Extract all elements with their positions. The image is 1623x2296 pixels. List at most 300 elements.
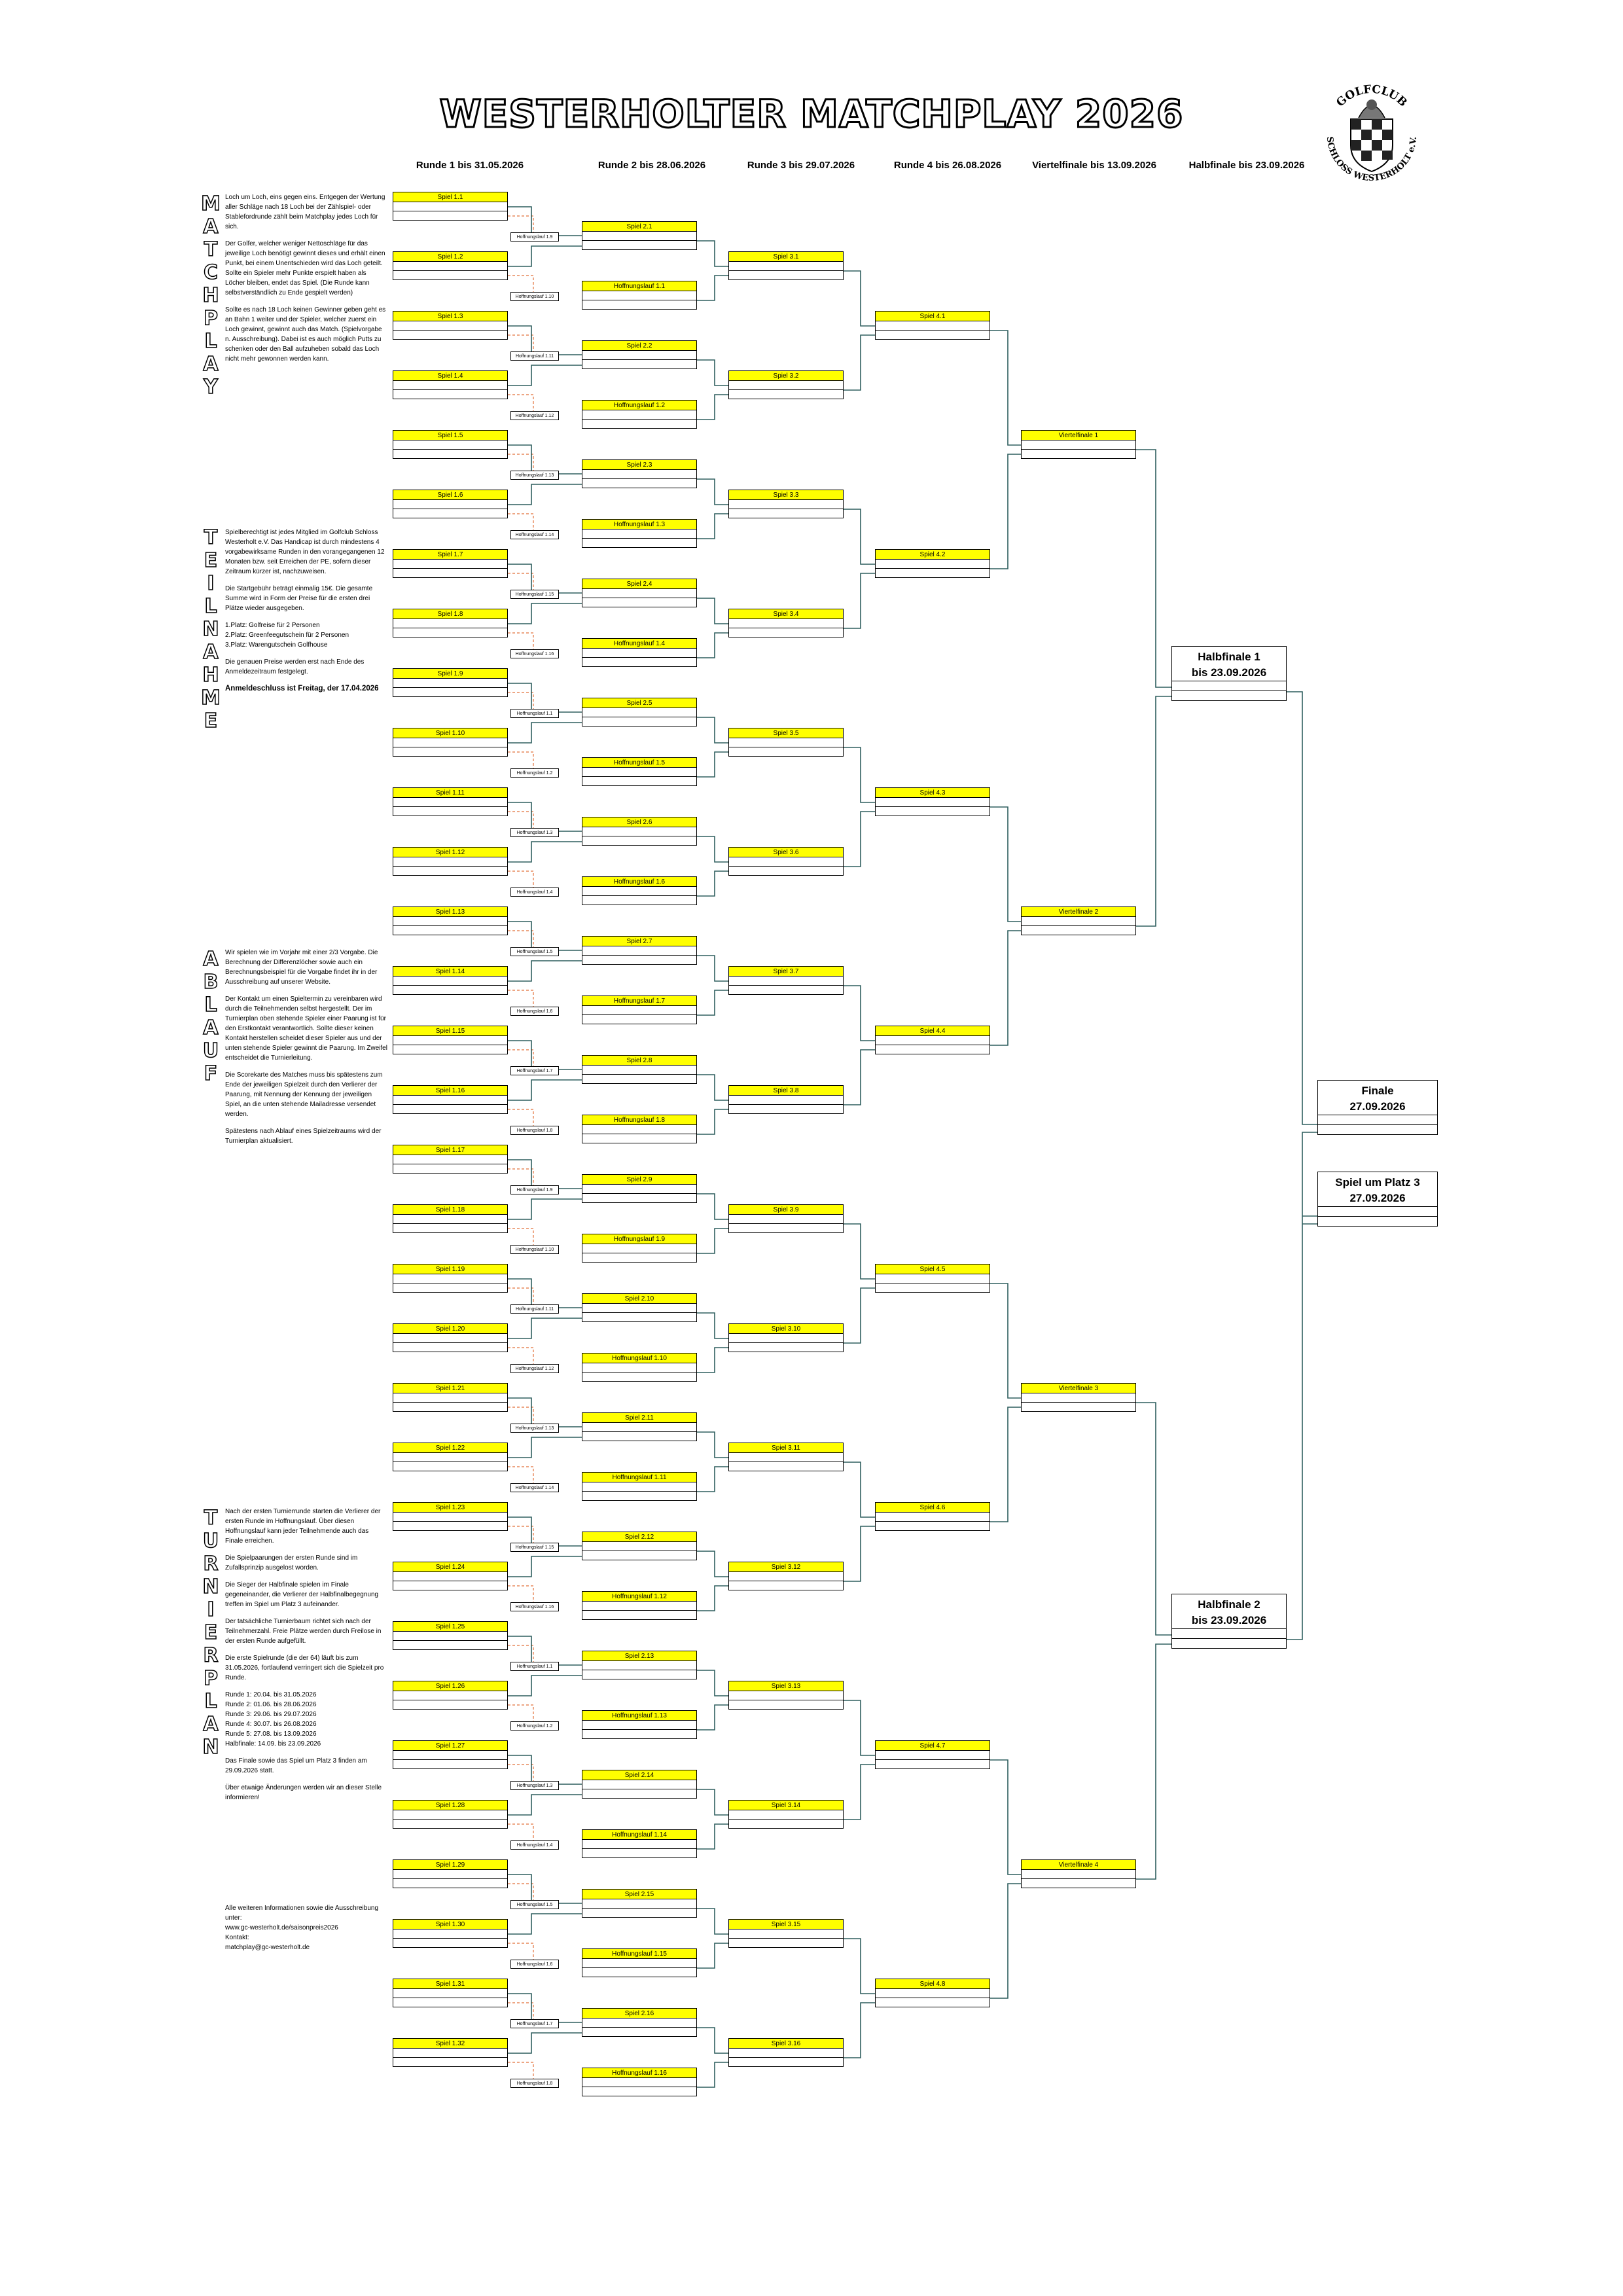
match-r1-2-player-1[interactable]	[393, 262, 508, 271]
match-r3-14-player-1[interactable]	[728, 1810, 844, 1820]
match-r1-11-player-2[interactable]	[393, 807, 508, 816]
match-r4-4[interactable]	[875, 1026, 990, 1054]
match-r2-27-player-2[interactable]	[582, 1789, 697, 1799]
match-r3-7-player-1[interactable]	[728, 977, 844, 986]
match-r1-14-player-1[interactable]	[393, 977, 508, 986]
match-r1-19-label: Spiel 1.19	[393, 1264, 508, 1274]
match-hoffnung-6-player-2[interactable]	[582, 539, 697, 548]
teilnahme-text-para-5: Anmeldeschluss ist Freitag, der 17.04.2026	[225, 685, 379, 692]
match-r1-30[interactable]	[393, 1919, 508, 1948]
match-r3-6-player-1[interactable]	[728, 857, 844, 867]
match-r3-11-player-2[interactable]	[728, 1462, 844, 1471]
match-r3-16[interactable]	[728, 2038, 844, 2067]
match-r3-5-player-1[interactable]	[728, 738, 844, 747]
match-hoffnung-24-player-1[interactable]	[582, 1602, 697, 1611]
match-r1-32-player-2[interactable]	[393, 2058, 508, 2067]
match-r3-2-player-2[interactable]	[728, 390, 844, 399]
match-r1-2-player-2[interactable]	[393, 271, 508, 280]
match-hoffnung-12-player-2[interactable]	[582, 896, 697, 905]
match-r1-31[interactable]	[393, 1979, 508, 2007]
match-r4-7[interactable]	[875, 1740, 990, 1769]
match-hoffnung-26-player-1[interactable]	[582, 1721, 697, 1730]
match-r2-3[interactable]	[582, 340, 697, 369]
match-r2-5[interactable]	[582, 459, 697, 488]
match-r1-10-player-2[interactable]	[393, 747, 508, 757]
match-hoffnung-30[interactable]	[582, 1948, 697, 1977]
match-r1-28-player-2[interactable]	[393, 1820, 508, 1829]
match-r4-4-player-2[interactable]	[875, 1045, 990, 1054]
semifinal-2-player-2[interactable]	[1172, 1638, 1286, 1648]
match-hoffnung-26-player-2[interactable]	[582, 1730, 697, 1739]
match-r1-20[interactable]	[393, 1323, 508, 1352]
match-r2-29-player-1[interactable]	[582, 1899, 697, 1909]
match-r3-6-player-2[interactable]	[728, 867, 844, 876]
match-r4-1-player-2[interactable]	[875, 331, 990, 340]
match-r2-29-player-2[interactable]	[582, 1909, 697, 1918]
match-r3-9-player-1[interactable]	[728, 1215, 844, 1224]
match-r2-11-player-1[interactable]	[582, 827, 697, 836]
match-r2-17-player-2[interactable]	[582, 1194, 697, 1203]
match-r3-1-player-2[interactable]	[728, 271, 844, 280]
match-r1-16-player-1[interactable]	[393, 1096, 508, 1105]
match-r3-3-player-2[interactable]	[728, 509, 844, 518]
match-r1-10[interactable]	[393, 728, 508, 757]
match-r2-7[interactable]	[582, 579, 697, 607]
match-r1-15-player-1[interactable]	[393, 1036, 508, 1045]
match-r1-30-player-2[interactable]	[393, 1939, 508, 1948]
match-r1-12-player-1[interactable]	[393, 857, 508, 867]
match-r2-3-player-2[interactable]	[582, 360, 697, 369]
match-r4-5-player-2[interactable]	[875, 1283, 990, 1293]
match-r1-7[interactable]	[393, 549, 508, 578]
match-r3-16-player-2[interactable]	[728, 2058, 844, 2067]
match-r1-5-player-1[interactable]	[393, 440, 508, 450]
match-r4-3-player-1[interactable]	[875, 798, 990, 807]
match-hoffnung-18-player-2[interactable]	[582, 1253, 697, 1263]
match-hoffnung-10[interactable]	[582, 757, 697, 786]
match-r1-25-player-2[interactable]	[393, 1641, 508, 1650]
match-r1-10-player-1[interactable]	[393, 738, 508, 747]
match-r2-3-label: Spiel 2.2	[582, 340, 697, 351]
match-r2-27-player-1[interactable]	[582, 1780, 697, 1789]
r2-connector-b-2	[697, 395, 728, 420]
match-r2-19-player-2[interactable]	[582, 1313, 697, 1322]
match-hoffnung-12[interactable]	[582, 876, 697, 905]
match-hoffnung-20-player-1[interactable]	[582, 1363, 697, 1372]
match-r1-8[interactable]	[393, 609, 508, 637]
match-r2-5-player-2[interactable]	[582, 479, 697, 488]
semifinal-2-player-1[interactable]	[1172, 1628, 1286, 1638]
match-r3-10[interactable]	[728, 1323, 844, 1352]
match-hoffnung-8-player-2[interactable]	[582, 658, 697, 667]
match-hoffnung-30-player-1[interactable]	[582, 1959, 697, 1968]
match-r2-1[interactable]	[582, 221, 697, 250]
match-hoffnung-22-player-1[interactable]	[582, 1482, 697, 1492]
match-r3-3-player-1[interactable]	[728, 500, 844, 509]
match-r1-25[interactable]	[393, 1621, 508, 1650]
match-r1-24-player-1[interactable]	[393, 1572, 508, 1581]
third-place-date: 27.09.2026	[1349, 1192, 1406, 1204]
third-place-match[interactable]	[1317, 1172, 1438, 1227]
match-r4-5[interactable]	[875, 1264, 990, 1293]
r2-connector-a-2	[697, 360, 728, 386]
match-r1-26-player-1[interactable]	[393, 1691, 508, 1700]
match-r1-21[interactable]	[393, 1383, 508, 1412]
match-r1-19-player-2[interactable]	[393, 1283, 508, 1293]
match-r1-4-player-2[interactable]	[393, 390, 508, 399]
match-r2-31-player-1[interactable]	[582, 2018, 697, 2028]
match-hoffnung-10-player-1[interactable]	[582, 768, 697, 777]
match-r1-14[interactable]	[393, 966, 508, 995]
match-r1-11-player-1[interactable]	[393, 798, 508, 807]
loser-label-7: Hoffnungslauf 1.15	[510, 590, 559, 599]
match-r1-1[interactable]	[393, 192, 508, 221]
match-r1-23[interactable]	[393, 1502, 508, 1531]
match-r1-18-player-1[interactable]	[393, 1215, 508, 1224]
match-r4-1-player-1[interactable]	[875, 321, 990, 331]
match-r2-9-player-1[interactable]	[582, 708, 697, 717]
match-hoffnung-22[interactable]	[582, 1472, 697, 1501]
match-r2-17-player-1[interactable]	[582, 1185, 697, 1194]
match-r1-26-player-2[interactable]	[393, 1700, 508, 1710]
match-r2-15[interactable]	[582, 1055, 697, 1084]
match-r3-15-player-2[interactable]	[728, 1939, 844, 1948]
match-r2-21[interactable]	[582, 1412, 697, 1441]
match-r3-5[interactable]	[728, 728, 844, 757]
match-hoffnung-28-player-2[interactable]	[582, 1849, 697, 1858]
match-r1-8-player-2[interactable]	[393, 628, 508, 637]
final[interactable]	[1317, 1080, 1438, 1135]
match-r2-25-player-2[interactable]	[582, 1670, 697, 1679]
match-r1-23-player-2[interactable]	[393, 1522, 508, 1531]
match-r3-16-player-1[interactable]	[728, 2049, 844, 2058]
match-r3-14[interactable]	[728, 1800, 844, 1829]
match-r1-15-player-2[interactable]	[393, 1045, 508, 1054]
match-r3-13[interactable]	[728, 1681, 844, 1710]
match-r1-9-player-2[interactable]	[393, 688, 508, 697]
match-r1-5[interactable]	[393, 430, 508, 459]
match-r4-7-player-1[interactable]	[875, 1751, 990, 1760]
match-hoffnung-16-player-2[interactable]	[582, 1134, 697, 1143]
match-r1-18-player-2[interactable]	[393, 1224, 508, 1233]
match-hoffnung-16[interactable]	[582, 1115, 697, 1143]
match-r4-2-player-1[interactable]	[875, 560, 990, 569]
match-hoffnung-14[interactable]	[582, 996, 697, 1024]
match-r1-22-player-1[interactable]	[393, 1453, 508, 1462]
match-hoffnung-6[interactable]	[582, 519, 697, 548]
match-r1-29-player-1[interactable]	[393, 1870, 508, 1879]
semifinal-2[interactable]	[1171, 1594, 1287, 1649]
match-r1-19-player-1[interactable]	[393, 1274, 508, 1283]
match-r1-16[interactable]	[393, 1085, 508, 1114]
match-r2-23[interactable]	[582, 1532, 697, 1560]
match-r1-32-player-1[interactable]	[393, 2049, 508, 2058]
match-r3-7-player-2[interactable]	[728, 986, 844, 995]
match-r1-6-player-1[interactable]	[393, 500, 508, 509]
semifinal-1-player-1[interactable]	[1172, 681, 1286, 691]
match-r4-3[interactable]	[875, 787, 990, 816]
match-quarterfinal-4-player-1[interactable]	[1021, 1870, 1136, 1879]
match-r1-31-player-1[interactable]	[393, 1989, 508, 1998]
match-r2-19-player-1[interactable]	[582, 1304, 697, 1313]
match-r1-28[interactable]	[393, 1800, 508, 1829]
match-r1-22[interactable]	[393, 1443, 508, 1471]
match-r1-21-player-1[interactable]	[393, 1393, 508, 1403]
final-player-2[interactable]	[1318, 1124, 1437, 1134]
match-r4-1[interactable]	[875, 311, 990, 340]
match-r2-13-player-2[interactable]	[582, 956, 697, 965]
match-hoffnung-8[interactable]	[582, 638, 697, 667]
match-hoffnung-20-player-2[interactable]	[582, 1372, 697, 1382]
match-r2-9[interactable]	[582, 698, 697, 726]
match-hoffnung-2-player-2[interactable]	[582, 300, 697, 310]
match-quarterfinal-3-player-2[interactable]	[1021, 1403, 1136, 1412]
match-hoffnung-24[interactable]	[582, 1591, 697, 1620]
match-r1-16-player-2[interactable]	[393, 1105, 508, 1114]
match-r1-13-player-2[interactable]	[393, 926, 508, 935]
match-hoffnung-14-player-1[interactable]	[582, 1006, 697, 1015]
match-hoffnung-2-player-1[interactable]	[582, 291, 697, 300]
match-r2-17[interactable]	[582, 1174, 697, 1203]
match-r3-3[interactable]	[728, 490, 844, 518]
match-r3-2-player-1[interactable]	[728, 381, 844, 390]
match-r1-24[interactable]	[393, 1562, 508, 1590]
match-quarterfinal-2-player-1[interactable]	[1021, 917, 1136, 926]
third-place-player-2[interactable]	[1318, 1216, 1437, 1226]
match-r1-23-player-1[interactable]	[393, 1513, 508, 1522]
match-hoffnung-4-player-2[interactable]	[582, 420, 697, 429]
match-r1-17-player-1[interactable]	[393, 1155, 508, 1164]
match-r2-23-player-1[interactable]	[582, 1542, 697, 1551]
match-r4-8-player-2[interactable]	[875, 1998, 990, 2007]
match-r3-9-player-2[interactable]	[728, 1224, 844, 1233]
match-r1-19[interactable]	[393, 1264, 508, 1293]
match-r3-8-player-1[interactable]	[728, 1096, 844, 1105]
match-r2-25-player-1[interactable]	[582, 1661, 697, 1670]
match-r1-26[interactable]	[393, 1681, 508, 1710]
match-hoffnung-16-player-1[interactable]	[582, 1125, 697, 1134]
match-hoffnung-6-player-1[interactable]	[582, 529, 697, 539]
match-r3-14-label: Spiel 3.14	[728, 1800, 844, 1810]
match-hoffnung-4-player-1[interactable]	[582, 410, 697, 420]
match-r1-7-player-1[interactable]	[393, 560, 508, 569]
match-r3-13-player-1[interactable]	[728, 1691, 844, 1700]
match-r4-8-player-1[interactable]	[875, 1989, 990, 1998]
match-r4-3-player-2[interactable]	[875, 807, 990, 816]
match-r1-24-player-2[interactable]	[393, 1581, 508, 1590]
match-r1-4-player-1[interactable]	[393, 381, 508, 390]
match-r3-10-player-2[interactable]	[728, 1343, 844, 1352]
match-r1-3-player-2[interactable]	[393, 331, 508, 340]
match-r3-1-player-1[interactable]	[728, 262, 844, 271]
match-r3-10-player-1[interactable]	[728, 1334, 844, 1343]
match-r3-15-player-1[interactable]	[728, 1929, 844, 1939]
match-quarterfinal-1-player-2[interactable]	[1021, 450, 1136, 459]
match-r3-11-player-1[interactable]	[728, 1453, 844, 1462]
match-r1-30-player-1[interactable]	[393, 1929, 508, 1939]
match-r3-8[interactable]	[728, 1085, 844, 1114]
match-r1-13[interactable]	[393, 906, 508, 935]
match-quarterfinal-4[interactable]	[1021, 1859, 1136, 1888]
match-r4-6-player-2[interactable]	[875, 1522, 990, 1531]
match-r3-8-player-2[interactable]	[728, 1105, 844, 1114]
match-quarterfinal-3[interactable]	[1021, 1383, 1136, 1412]
match-hoffnung-30-player-2[interactable]	[582, 1968, 697, 1977]
match-r1-12-player-2[interactable]	[393, 867, 508, 876]
match-r2-19[interactable]	[582, 1293, 697, 1322]
match-r4-4-player-1[interactable]	[875, 1036, 990, 1045]
match-r1-29[interactable]	[393, 1859, 508, 1888]
match-r3-5-player-2[interactable]	[728, 747, 844, 757]
match-quarterfinal-2-player-2[interactable]	[1021, 926, 1136, 935]
match-r2-25[interactable]	[582, 1651, 697, 1679]
match-hoffnung-32-player-2[interactable]	[582, 2087, 697, 2096]
match-hoffnung-20[interactable]	[582, 1353, 697, 1382]
match-r1-17[interactable]	[393, 1145, 508, 1174]
match-quarterfinal-1[interactable]	[1021, 430, 1136, 459]
match-r1-27-player-1[interactable]	[393, 1751, 508, 1760]
match-r3-4[interactable]	[728, 609, 844, 637]
match-r1-2[interactable]	[393, 251, 508, 280]
match-r4-8[interactable]	[875, 1979, 990, 2007]
match-r2-13[interactable]	[582, 936, 697, 965]
match-r1-25-player-1[interactable]	[393, 1632, 508, 1641]
match-r1-27[interactable]	[393, 1740, 508, 1769]
match-r3-13-player-2[interactable]	[728, 1700, 844, 1710]
match-r2-15-player-1[interactable]	[582, 1066, 697, 1075]
match-r1-5-player-2[interactable]	[393, 450, 508, 459]
match-r2-15-player-2[interactable]	[582, 1075, 697, 1084]
match-r2-21-player-1[interactable]	[582, 1423, 697, 1432]
match-r1-8-player-1[interactable]	[393, 619, 508, 628]
match-r1-18[interactable]	[393, 1204, 508, 1233]
match-r1-11[interactable]	[393, 787, 508, 816]
match-hoffnung-32[interactable]	[582, 2068, 697, 2096]
match-hoffnung-28-player-1[interactable]	[582, 1840, 697, 1849]
match-r1-14-player-2[interactable]	[393, 986, 508, 995]
match-r3-11[interactable]	[728, 1443, 844, 1471]
match-r2-9-player-2[interactable]	[582, 717, 697, 726]
match-r1-31-player-2[interactable]	[393, 1998, 508, 2007]
match-r3-7[interactable]	[728, 966, 844, 995]
match-r1-12[interactable]	[393, 847, 508, 876]
match-r3-12[interactable]	[728, 1562, 844, 1590]
match-r2-29[interactable]	[582, 1889, 697, 1918]
match-r2-5-player-1[interactable]	[582, 470, 697, 479]
match-r1-17-player-2[interactable]	[393, 1164, 508, 1174]
match-r4-6[interactable]	[875, 1502, 990, 1531]
match-r1-1-player-2[interactable]	[393, 211, 508, 221]
match-r4-6-player-1[interactable]	[875, 1513, 990, 1522]
match-r2-23-player-2[interactable]	[582, 1551, 697, 1560]
match-quarterfinal-1-player-1[interactable]	[1021, 440, 1136, 450]
match-r2-31[interactable]	[582, 2008, 697, 2037]
match-r3-1[interactable]	[728, 251, 844, 280]
r1-connector-31	[508, 1994, 582, 2022]
semifinal-2-to-final	[1287, 1132, 1317, 1640]
match-r1-20-player-1[interactable]	[393, 1334, 508, 1343]
match-hoffnung-26[interactable]	[582, 1710, 697, 1739]
match-r3-9[interactable]	[728, 1204, 844, 1233]
match-hoffnung-22-player-2[interactable]	[582, 1492, 697, 1501]
match-hoffnung-18-player-1[interactable]	[582, 1244, 697, 1253]
match-r1-21-player-2[interactable]	[393, 1403, 508, 1412]
final-player-1[interactable]	[1318, 1115, 1437, 1124]
match-r3-4-player-2[interactable]	[728, 628, 844, 637]
third-place-player-1[interactable]	[1318, 1206, 1437, 1216]
match-r1-3[interactable]	[393, 311, 508, 340]
match-hoffnung-28[interactable]	[582, 1829, 697, 1858]
match-r1-29-player-2[interactable]	[393, 1879, 508, 1888]
match-r1-15[interactable]	[393, 1026, 508, 1054]
match-hoffnung-18[interactable]	[582, 1234, 697, 1263]
match-r3-2[interactable]	[728, 370, 844, 399]
match-r4-2[interactable]	[875, 549, 990, 578]
match-r1-27-player-2[interactable]	[393, 1760, 508, 1769]
match-r1-7-player-2[interactable]	[393, 569, 508, 578]
match-hoffnung-14-player-2[interactable]	[582, 1015, 697, 1024]
match-r1-28-player-1[interactable]	[393, 1810, 508, 1820]
match-r1-22-player-2[interactable]	[393, 1462, 508, 1471]
match-r3-12-player-2[interactable]	[728, 1581, 844, 1590]
match-r1-6-player-2[interactable]	[393, 509, 508, 518]
match-r2-1-player-2[interactable]	[582, 241, 697, 250]
match-r2-21-player-2[interactable]	[582, 1432, 697, 1441]
semifinal-1[interactable]	[1171, 646, 1287, 701]
match-quarterfinal-2[interactable]	[1021, 906, 1136, 935]
match-r2-27[interactable]	[582, 1770, 697, 1799]
match-r1-6[interactable]	[393, 490, 508, 518]
match-r1-9[interactable]	[393, 668, 508, 697]
match-r3-12-player-1[interactable]	[728, 1572, 844, 1581]
match-r2-3-player-1[interactable]	[582, 351, 697, 360]
match-r1-3-player-1[interactable]	[393, 321, 508, 331]
match-r4-2-player-2[interactable]	[875, 569, 990, 578]
match-r2-1-label: Spiel 2.1	[582, 221, 697, 232]
match-hoffnung-32-player-1[interactable]	[582, 2078, 697, 2087]
match-r1-20-player-2[interactable]	[393, 1343, 508, 1352]
match-hoffnung-12-player-1[interactable]	[582, 887, 697, 896]
match-r3-15[interactable]	[728, 1919, 844, 1948]
match-hoffnung-24-player-2[interactable]	[582, 1611, 697, 1620]
match-quarterfinal-3-player-1[interactable]	[1021, 1393, 1136, 1403]
match-quarterfinal-4-player-2[interactable]	[1021, 1879, 1136, 1888]
match-r1-9-player-1[interactable]	[393, 679, 508, 688]
match-hoffnung-8-player-1[interactable]	[582, 649, 697, 658]
match-r3-6[interactable]	[728, 847, 844, 876]
match-r3-14-player-2[interactable]	[728, 1820, 844, 1829]
match-r2-7-player-1[interactable]	[582, 589, 697, 598]
match-hoffnung-4[interactable]	[582, 400, 697, 429]
loser-label-11: Hoffnungslauf 1.3	[510, 828, 559, 837]
match-r2-31-player-2[interactable]	[582, 2028, 697, 2037]
match-r3-4-player-1[interactable]	[728, 619, 844, 628]
match-r2-11[interactable]	[582, 817, 697, 846]
match-r4-5-player-1[interactable]	[875, 1274, 990, 1283]
match-r1-32[interactable]	[393, 2038, 508, 2067]
match-r2-13-player-1[interactable]	[582, 946, 697, 956]
match-r2-11-player-2[interactable]	[582, 836, 697, 846]
match-r4-7-player-2[interactable]	[875, 1760, 990, 1769]
match-r2-7-player-2[interactable]	[582, 598, 697, 607]
match-r1-13-player-1[interactable]	[393, 917, 508, 926]
match-hoffnung-10-player-2[interactable]	[582, 777, 697, 786]
match-r2-1-player-1[interactable]	[582, 232, 697, 241]
semifinal-1-player-2[interactable]	[1172, 691, 1286, 700]
match-hoffnung-2[interactable]	[582, 281, 697, 310]
match-r1-1-player-1[interactable]	[393, 202, 508, 211]
match-r1-4[interactable]	[393, 370, 508, 399]
